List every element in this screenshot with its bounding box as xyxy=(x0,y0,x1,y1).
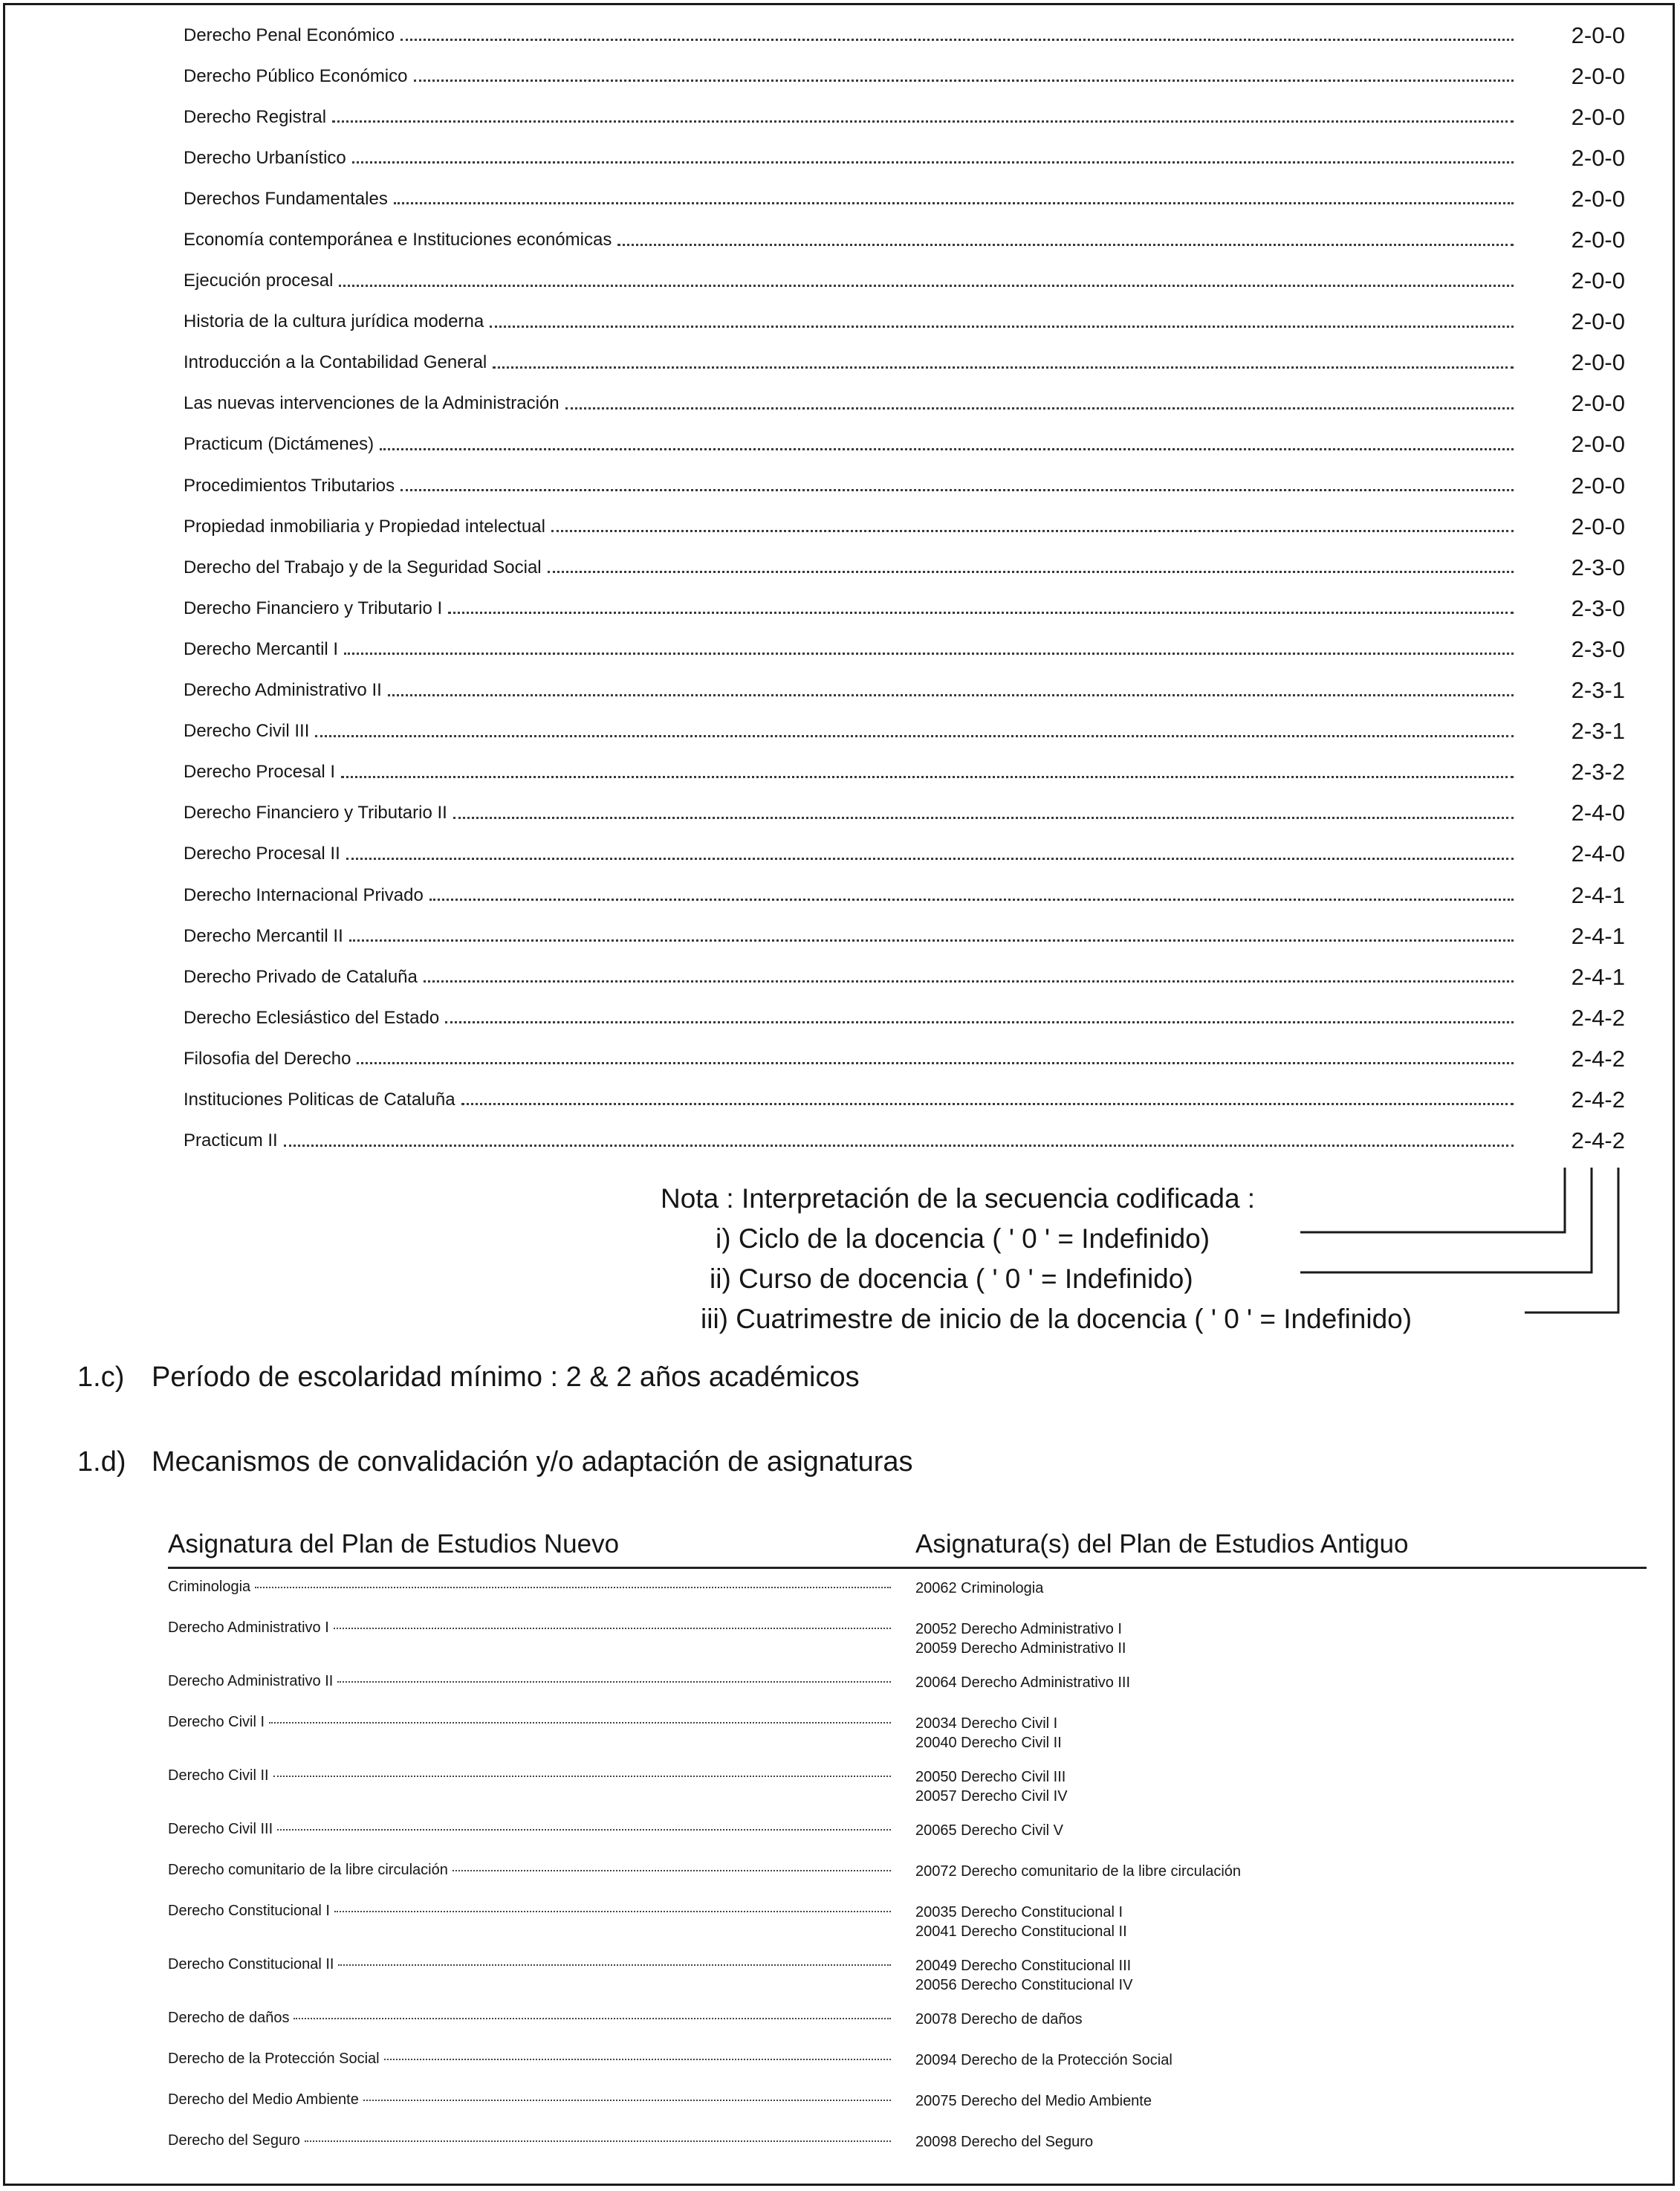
dot-leader xyxy=(617,235,1543,246)
dot-leader xyxy=(551,521,1543,532)
equivalence-row xyxy=(168,1956,1647,2010)
subject-code: 2-0-0 xyxy=(1571,390,1625,417)
dot-leader xyxy=(255,1587,891,1588)
subject-row xyxy=(184,465,1625,506)
subject-name: Derecho Público Económico xyxy=(184,66,414,87)
old-subjects-cell xyxy=(915,1714,1062,1753)
subject-name: Derecho Administrativo II xyxy=(184,680,388,701)
dot-leader xyxy=(334,1628,891,1629)
equivalence-row xyxy=(168,2132,1647,2173)
old-subject: 20062 Criminologia xyxy=(915,1580,1044,1596)
old-subject: 20057 Derecho Civil IV xyxy=(915,1788,1068,1805)
dot-leader xyxy=(341,767,1543,778)
subject-row xyxy=(184,834,1625,875)
note-item-semester: iii) Cuatrimestre de inicio de la docencia ( ' 0 ' = Indefinido) xyxy=(701,1304,1413,1334)
subject-name: Derecho Financiero y Tributario II xyxy=(184,803,453,823)
subject-name: Filosofia del Derecho xyxy=(184,1049,357,1069)
subject-name: Derecho Penal Económico xyxy=(184,25,400,46)
old-subjects-cell xyxy=(915,1673,1130,1692)
dot-leader xyxy=(453,808,1543,819)
subject-row xyxy=(184,1038,1625,1079)
subject-name: Derecho Eclesiástico del Estado xyxy=(184,1008,445,1029)
subject-code: 2-3-0 xyxy=(1571,635,1625,662)
dot-leader xyxy=(284,1136,1543,1147)
old-subject: 20049 Derecho Constitucional III xyxy=(915,1958,1132,1974)
subject-code: 2-0-0 xyxy=(1571,268,1625,294)
old-subject: 20052 Derecho Administrativo I xyxy=(915,1621,1122,1637)
dot-leader xyxy=(338,1964,891,1966)
subject-name: Derecho Procesal I xyxy=(184,762,341,783)
subject-name: Derecho Mercantil I xyxy=(184,639,344,660)
subject-name: Derecho Financiero y Tributario I xyxy=(184,598,448,619)
dot-leader xyxy=(293,2018,891,2019)
dot-leader xyxy=(332,111,1543,123)
subject-row xyxy=(184,711,1625,752)
section-text: Período de escolaridad mínimo : 2 & 2 años académicos xyxy=(152,1362,860,1393)
subject-row xyxy=(184,15,1625,56)
new-subject: Derecho de la Protección Social xyxy=(168,2051,380,2067)
equivalence-row xyxy=(168,2051,1647,2091)
subject-row xyxy=(184,383,1625,424)
old-subjects-cell xyxy=(915,2051,1173,2070)
subject-row xyxy=(184,629,1625,670)
note-item-cycle: i) Ciclo de la docencia ( ' 0 ' = Indefinido) xyxy=(716,1223,1210,1254)
new-subject: Derecho del Seguro xyxy=(168,2132,300,2149)
subject-code: 2-0-0 xyxy=(1571,103,1625,130)
subject-row xyxy=(184,178,1625,219)
old-subjects-cell xyxy=(915,1862,1241,1881)
subject-row xyxy=(184,137,1625,178)
subject-code: 2-4-1 xyxy=(1571,881,1625,908)
subject-code: 2-0-0 xyxy=(1571,62,1625,89)
subject-name: Derecho Internacional Privado xyxy=(184,885,429,906)
subject-name: Introducción a la Contabilidad General xyxy=(184,352,493,373)
old-subject: 20098 Derecho del Seguro xyxy=(915,2134,1094,2150)
header-old-plan: Asignatura(s) del Plan de Estudios Antiguo xyxy=(915,1530,1409,1559)
subject-row xyxy=(184,997,1625,1038)
header-new-plan: Asignatura del Plan de Estudios Nuevo xyxy=(168,1530,620,1559)
old-subject: 20059 Derecho Administrativo II xyxy=(915,1640,1126,1657)
new-subject: Derecho Administrativo II xyxy=(168,1673,334,1689)
dot-leader xyxy=(273,1776,891,1777)
new-subject: Criminologia xyxy=(168,1579,251,1595)
subject-row xyxy=(184,875,1625,916)
old-subjects-cell xyxy=(915,1767,1068,1806)
subject-name: Derecho Privado de Cataluña xyxy=(184,967,424,988)
dot-leader xyxy=(453,1870,891,1871)
dot-leader xyxy=(400,480,1543,491)
dot-leader xyxy=(400,30,1543,41)
section-validation-mechanisms xyxy=(77,1446,913,1478)
subject-name: Derecho Registral xyxy=(184,107,332,128)
new-subject-cell xyxy=(168,2051,891,2068)
subject-row xyxy=(184,588,1625,629)
old-subjects-cell xyxy=(915,1579,1043,1598)
equivalence-row xyxy=(168,1903,1647,1956)
dot-leader xyxy=(548,562,1543,573)
subject-row xyxy=(184,219,1625,260)
old-subjects-cell xyxy=(915,2010,1083,2029)
new-subject-cell xyxy=(168,1714,891,1731)
subject-code: 2-0-0 xyxy=(1571,144,1625,171)
subject-code: 2-0-0 xyxy=(1571,513,1625,540)
subject-row xyxy=(184,302,1625,343)
subject-code: 2-4-0 xyxy=(1571,841,1625,867)
dot-leader xyxy=(339,276,1543,287)
dot-leader xyxy=(315,726,1543,737)
old-subject: 20075 Derecho del Medio Ambiente xyxy=(915,2093,1152,2109)
old-subject: 20094 Derecho de la Protección Social xyxy=(915,2052,1173,2068)
subject-name: Derechos Fundamentales xyxy=(184,189,394,210)
section-text: Mecanismos de convalidación y/o adaptación de asignaturas xyxy=(152,1446,913,1478)
old-subject: 20041 Derecho Constitucional II xyxy=(915,1923,1127,1940)
subject-code: 2-0-0 xyxy=(1571,185,1625,212)
subject-code: 2-3-2 xyxy=(1571,759,1625,786)
dot-leader xyxy=(493,357,1543,369)
subject-code: 2-3-0 xyxy=(1571,554,1625,580)
subject-name: Historia de la cultura jurídica moderna xyxy=(184,311,490,332)
dot-leader xyxy=(424,971,1543,983)
subject-name: Practicum (Dictámenes) xyxy=(184,434,380,455)
dot-leader xyxy=(394,193,1543,204)
subject-code: 2-0-0 xyxy=(1571,227,1625,253)
subject-code: 2-0-0 xyxy=(1571,472,1625,499)
subject-name: Derecho del Trabajo y de la Seguridad Social xyxy=(184,557,548,578)
note-title: Nota : Interpretación de la secuencia codificada : xyxy=(661,1183,1256,1214)
subject-name: Derecho Mercantil II xyxy=(184,926,349,947)
dot-leader xyxy=(429,890,1543,901)
old-subjects-cell xyxy=(915,1956,1132,1995)
dot-leader xyxy=(380,439,1543,450)
equivalence-row xyxy=(168,2091,1647,2132)
subject-code: 2-3-0 xyxy=(1571,595,1625,621)
subject-row xyxy=(184,547,1625,588)
subject-row xyxy=(184,56,1625,97)
equivalence-table-body xyxy=(168,1579,1647,2173)
equivalence-row xyxy=(168,1673,1647,1714)
subject-row xyxy=(184,957,1625,997)
subject-name: Ejecución procesal xyxy=(184,271,339,291)
subject-name: Las nuevas intervenciones de la Administración xyxy=(184,393,565,414)
section-number: 1.c) xyxy=(77,1362,125,1393)
subject-code: 2-0-0 xyxy=(1571,431,1625,458)
dot-leader xyxy=(344,644,1543,655)
dot-leader xyxy=(384,2059,891,2060)
equivalence-row xyxy=(168,1579,1647,1619)
equivalence-row xyxy=(168,1619,1647,1673)
dot-leader xyxy=(388,685,1543,696)
dot-leader xyxy=(334,1911,891,1912)
old-subject: 20065 Derecho Civil V xyxy=(915,1822,1063,1839)
equivalence-table-header xyxy=(168,1530,1647,1569)
dot-leader xyxy=(448,603,1543,614)
dot-leader xyxy=(565,398,1543,410)
new-subject-cell xyxy=(168,1579,891,1596)
old-subjects-cell xyxy=(915,1619,1126,1658)
dot-leader xyxy=(305,2140,891,2142)
subject-code: 2-4-1 xyxy=(1571,922,1625,949)
subject-name: Economía contemporánea e Instituciones económicas xyxy=(184,230,617,250)
old-subject: 20040 Derecho Civil II xyxy=(915,1735,1062,1751)
old-subject: 20034 Derecho Civil I xyxy=(915,1715,1058,1732)
section-number: 1.d) xyxy=(77,1446,126,1478)
new-subject: Derecho de daños xyxy=(168,2010,290,2026)
note-item-course: ii) Curso de docencia ( ' 0 ' = Indefinido) xyxy=(710,1263,1193,1294)
new-subject-cell xyxy=(168,1821,891,1838)
subject-name: Practicum II xyxy=(184,1130,284,1151)
subject-row xyxy=(184,670,1625,711)
new-subject: Derecho Civil II xyxy=(168,1767,269,1784)
new-subject-cell xyxy=(168,1673,891,1690)
subject-code: 2-3-1 xyxy=(1571,677,1625,704)
equivalence-row xyxy=(168,1767,1647,1821)
new-subject-cell xyxy=(168,2091,891,2109)
section-minimum-period xyxy=(77,1362,860,1394)
dot-leader xyxy=(346,849,1543,860)
old-subjects-cell xyxy=(915,2132,1093,2152)
new-subject: Derecho Civil I xyxy=(168,1714,265,1730)
subject-row xyxy=(184,343,1625,383)
subject-name: Derecho Civil III xyxy=(184,721,315,742)
dot-leader xyxy=(277,1829,891,1831)
subject-code-list xyxy=(184,15,1625,1162)
old-subject: 20078 Derecho de daños xyxy=(915,2011,1083,2027)
new-subject: Derecho Constitucional II xyxy=(168,1956,334,1972)
dot-leader xyxy=(445,1012,1543,1023)
new-subject-cell xyxy=(168,1903,891,1920)
old-subjects-cell xyxy=(915,2091,1152,2111)
subject-row xyxy=(184,916,1625,957)
dot-leader xyxy=(349,931,1543,942)
old-subjects-cell xyxy=(915,1903,1127,1941)
subject-name: Instituciones Politicas de Cataluña xyxy=(184,1090,461,1110)
subject-row xyxy=(184,97,1625,137)
new-subject-cell xyxy=(168,1767,891,1784)
old-subject: 20056 Derecho Constitucional IV xyxy=(915,1977,1133,1993)
subject-code: 2-0-0 xyxy=(1571,349,1625,376)
new-subject-cell xyxy=(168,1619,891,1637)
new-subject-cell xyxy=(168,2132,891,2149)
new-subject: Derecho Administrativo I xyxy=(168,1619,329,1636)
new-subject: Derecho del Medio Ambiente xyxy=(168,2091,359,2108)
subject-name: Propiedad inmobiliaria y Propiedad intelectual xyxy=(184,517,551,537)
dot-leader xyxy=(357,1053,1543,1064)
equivalence-row xyxy=(168,1821,1647,1862)
subject-row xyxy=(184,506,1625,547)
equivalence-row xyxy=(168,2010,1647,2051)
equivalence-row xyxy=(168,1714,1647,1767)
subject-name: Derecho Procesal II xyxy=(184,844,346,864)
new-subject-cell xyxy=(168,1862,891,1879)
new-subject-cell xyxy=(168,1956,891,1973)
dot-leader xyxy=(414,71,1544,82)
old-subject: 20035 Derecho Constitucional I xyxy=(915,1904,1123,1920)
old-subject: 20050 Derecho Civil III xyxy=(915,1769,1066,1785)
old-subjects-cell xyxy=(915,1821,1063,1840)
new-subject: Derecho Constitucional I xyxy=(168,1903,330,1919)
subject-row xyxy=(184,793,1625,834)
dot-leader xyxy=(461,1094,1543,1105)
new-subject: Derecho comunitario de la libre circulación xyxy=(168,1862,448,1878)
subject-code: 2-4-2 xyxy=(1571,1127,1625,1154)
subject-row xyxy=(184,1121,1625,1162)
subject-code: 2-4-2 xyxy=(1571,1086,1625,1113)
subject-code: 2-4-1 xyxy=(1571,963,1625,990)
subject-name: Procedimientos Tributarios xyxy=(184,476,400,496)
equivalence-row xyxy=(168,1862,1647,1903)
subject-row xyxy=(184,1079,1625,1120)
new-subject-cell xyxy=(168,2010,891,2027)
subject-code: 2-4-2 xyxy=(1571,1004,1625,1031)
subject-code: 2-4-0 xyxy=(1571,800,1625,826)
subject-name: Derecho Urbanístico xyxy=(184,148,352,169)
subject-row xyxy=(184,752,1625,793)
subject-code: 2-0-0 xyxy=(1571,22,1625,48)
subject-code: 2-4-2 xyxy=(1571,1045,1625,1072)
old-subject: 20064 Derecho Administrativo III xyxy=(915,1674,1131,1691)
old-subject: 20072 Derecho comunitario de la libre circulación xyxy=(915,1863,1242,1880)
new-subject: Derecho Civil III xyxy=(168,1821,273,1837)
dot-leader xyxy=(269,1722,891,1724)
dot-leader xyxy=(337,1681,891,1683)
dot-leader xyxy=(352,152,1543,164)
subject-row xyxy=(184,424,1625,465)
dot-leader xyxy=(490,317,1543,328)
subject-code: 2-3-1 xyxy=(1571,718,1625,745)
dot-leader xyxy=(363,2100,891,2101)
subject-row xyxy=(184,261,1625,302)
subject-code: 2-0-0 xyxy=(1571,308,1625,335)
